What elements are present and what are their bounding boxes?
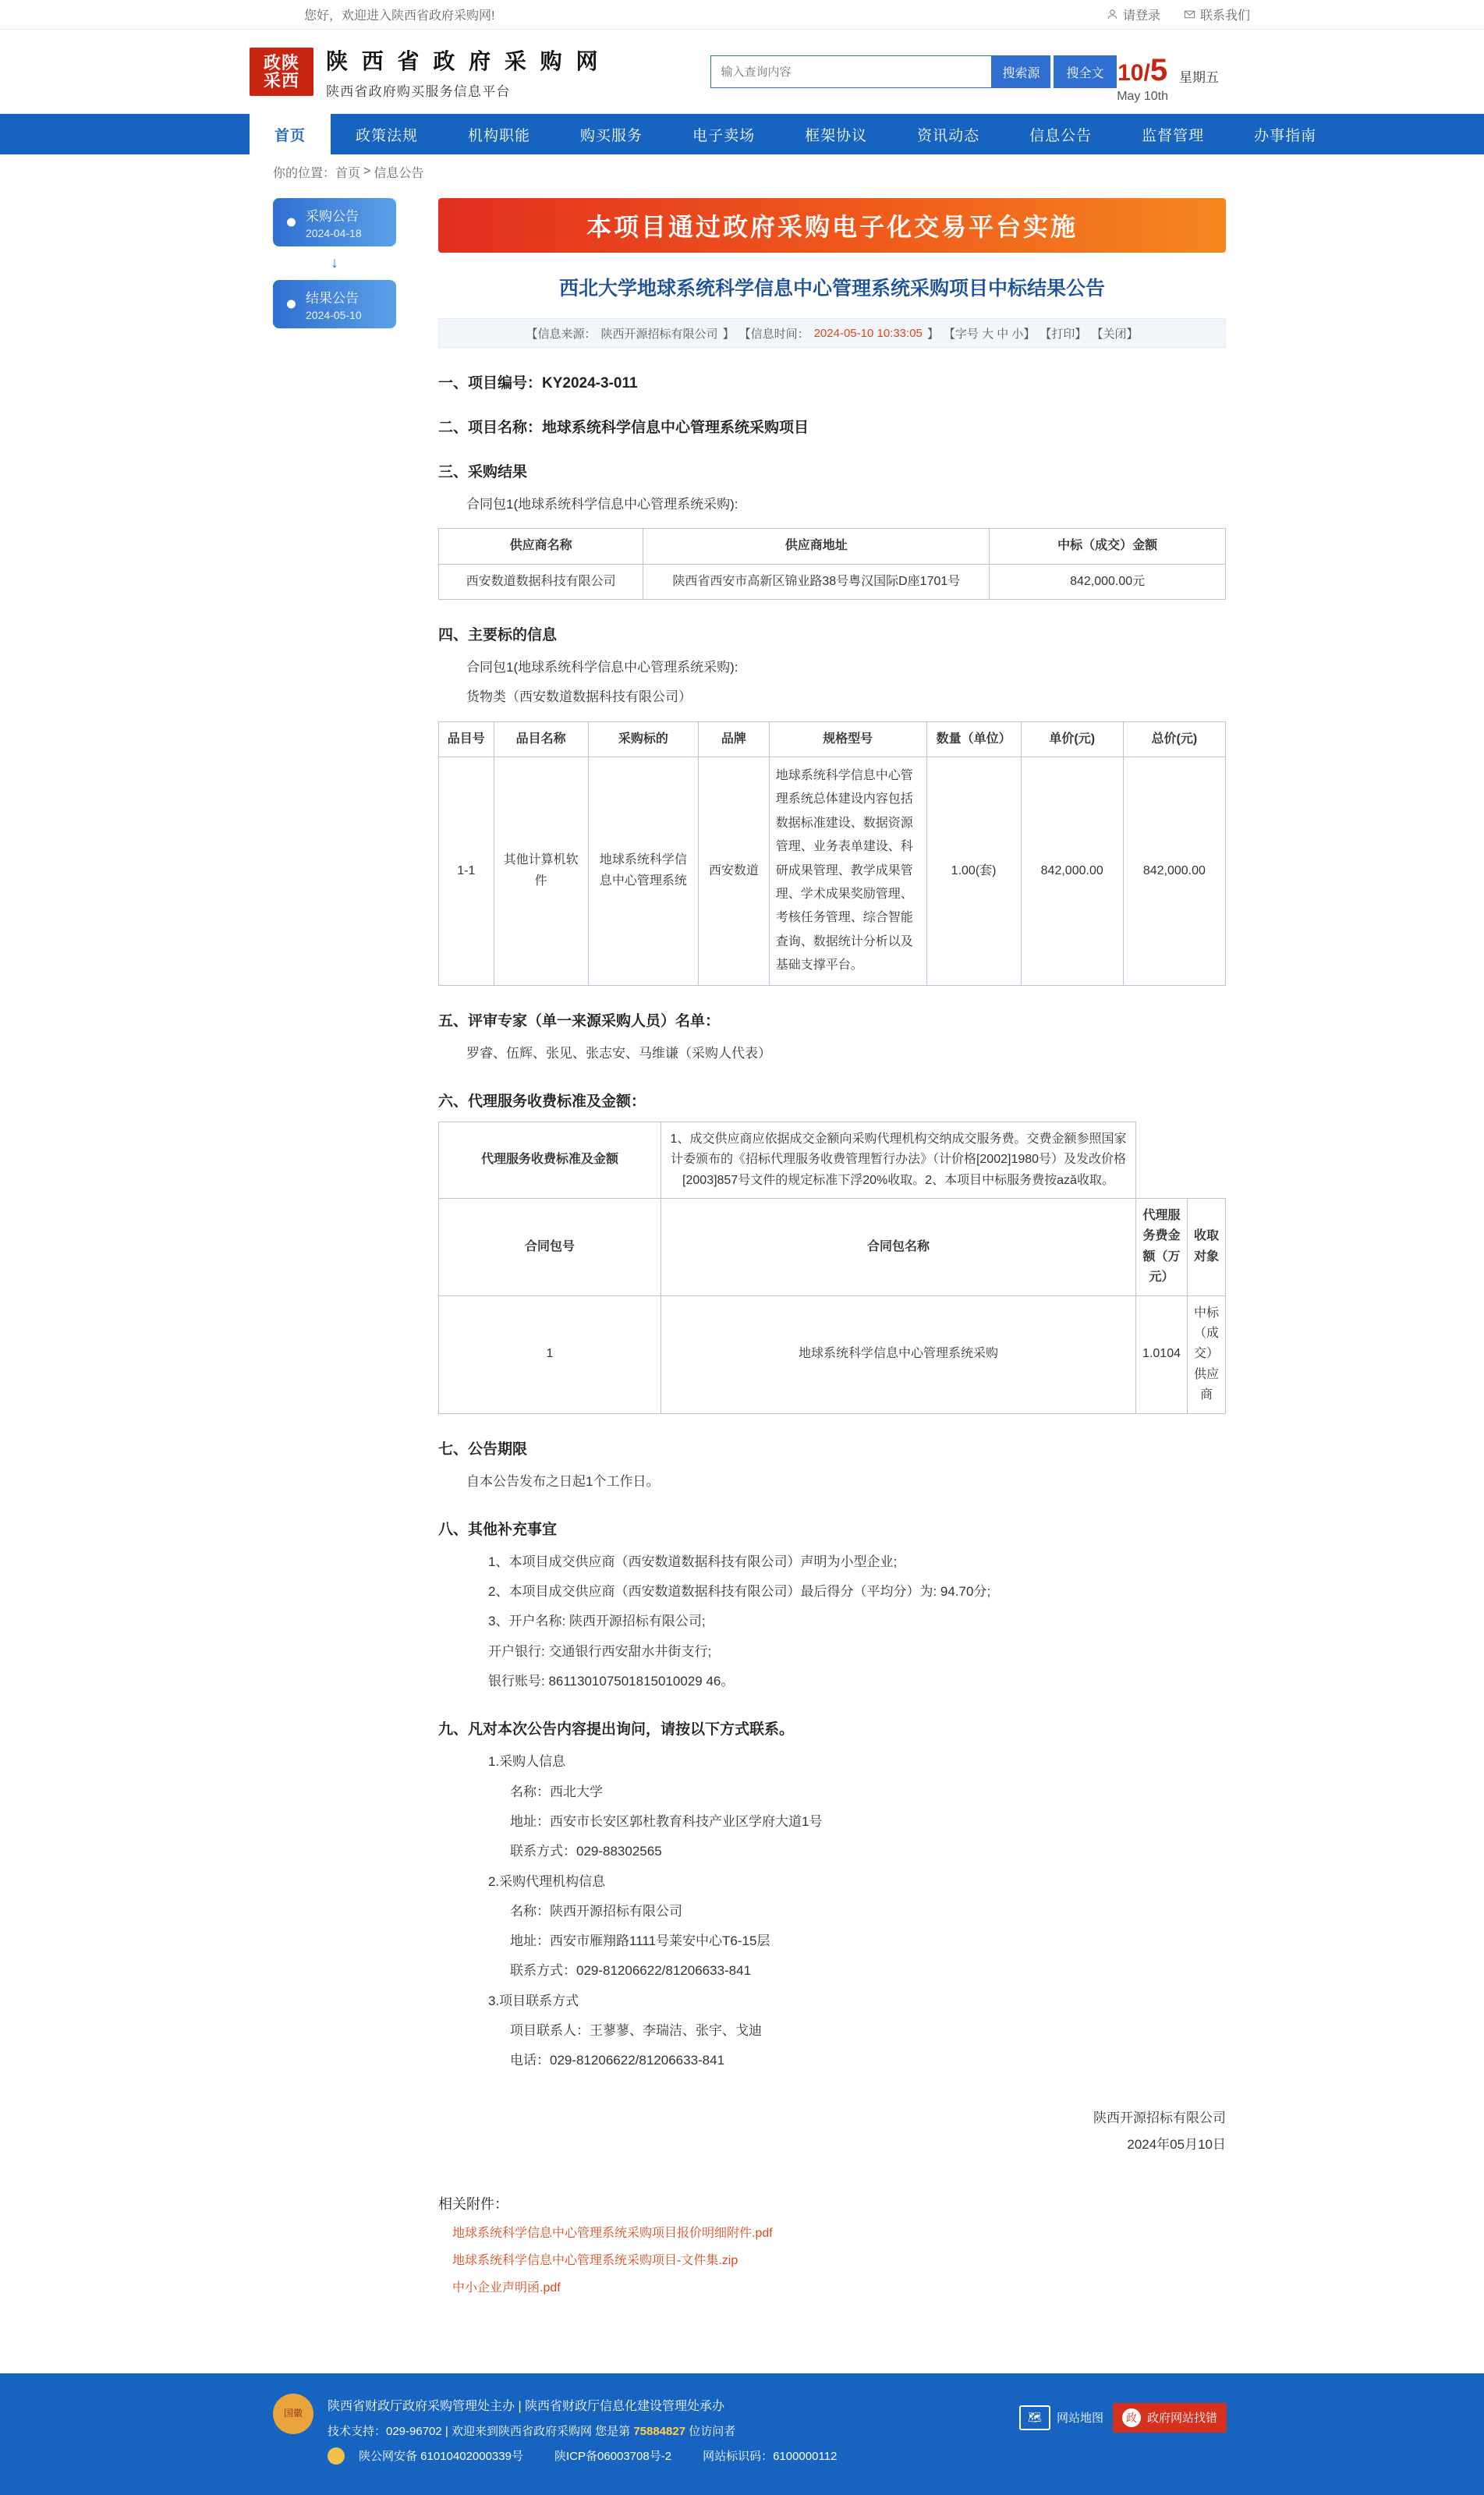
site-name: 陕 西 省 政 府 采 购 网: [326, 48, 602, 73]
date-widget: [1117, 53, 1219, 104]
article-banner: 本项目通过政府采购电子化交易平台实施: [438, 198, 1226, 253]
login-label: 请登录: [1122, 9, 1160, 23]
th-brand: 品牌: [698, 721, 769, 757]
sidebar-inner: [273, 198, 396, 328]
meta-close-link[interactable]: 【关闭】: [1091, 327, 1139, 341]
nav-item-supervision[interactable]: 监督管理: [1142, 127, 1205, 144]
table-row: [439, 1295, 1226, 1413]
th-spec-model: 规格型号: [769, 721, 926, 757]
td-spec-model: 地球系统科学信息中心管理系统总体建设内容包括数据标准建设、数据资源管理、业务表单建设、科研成果管理、教学成果管理、学术成果奖励管理、考核任务管理、综合智能查询、数据统计分析以及基础支撑平台。: [769, 757, 926, 986]
th-package-name: 合同包名称: [661, 1199, 1135, 1296]
attachments-title: 相关附件：: [438, 2196, 508, 2212]
breadcrumb-home[interactable]: 首页: [335, 166, 361, 180]
th-award-amount: 中标（成交）金额: [990, 529, 1226, 564]
supplement-item-1: 1、本项目成交供应商（西安数道数据科技有限公司）声明为小型企业;: [488, 1554, 898, 1569]
site-name-block: [326, 44, 601, 100]
bullet-icon: [287, 300, 296, 309]
sitemap-label: 网站地图: [1056, 2412, 1103, 2426]
main-nav: [0, 114, 1484, 154]
th-supplier-address: 供应商地址: [643, 529, 990, 564]
nav-item-news[interactable]: 资讯动态: [917, 127, 980, 144]
agency-fee-title: 代理服务收费标准及金额: [439, 1122, 661, 1198]
contact-group-2-line-3: 联系方式：029-81206622/81206633-841: [510, 1963, 752, 1979]
td-payer: 中标（成交）供应商: [1187, 1295, 1225, 1413]
breadcrumb: [0, 154, 1484, 189]
search-bar: [710, 55, 1116, 88]
meta-font-size[interactable]: 【字号 大 中 小】: [943, 327, 1036, 341]
sidebar-item-date: 2024-05-10: [306, 309, 362, 321]
th-item-name: 品目名称: [494, 721, 588, 757]
supplement-item-3: 3、开户名称: 陕西开源招标有限公司;: [488, 1614, 706, 1629]
weekday-label: 星期五: [1179, 70, 1219, 86]
agency-fee-table: [438, 1122, 1226, 1414]
breadcrumb-prefix: 你的位置：: [273, 166, 336, 180]
signature-company: 陕西开源招标有限公司: [1093, 2110, 1226, 2125]
logo-line-2: 采西: [263, 71, 299, 90]
footer-line-2-suffix: 位访问者: [685, 2425, 736, 2439]
signature-date: 2024年05月10日: [1127, 2136, 1226, 2152]
site-header: [0, 30, 1484, 114]
section-6-heading: 六、代理服务收费标准及金额：: [438, 1093, 646, 1110]
icp-label[interactable]: 陕ICP备06003708号-2: [554, 2449, 672, 2463]
signature-block: [438, 2105, 1226, 2158]
notice-period-text: 自本公告发布之日起1个工作日。: [466, 1473, 660, 1489]
meta-print-link[interactable]: 【打印】: [1040, 327, 1087, 341]
police-record-icon: [328, 2447, 345, 2465]
logo-line-1: 政陕: [263, 52, 299, 73]
th-total-price: 总价(元): [1123, 721, 1225, 757]
meta-time-close: 】: [926, 327, 939, 341]
td-agency-fee: 1.0104: [1136, 1295, 1188, 1413]
td-supplier-address: 陕西省西安市高新区锦业路38号粤汉国际D座1701号: [643, 564, 990, 599]
meta-source-close: 】: [722, 327, 735, 341]
sidebar-item-date: 2024-04-18: [306, 227, 362, 239]
nav-item-functions[interactable]: 机构职能: [468, 127, 531, 144]
police-record-label[interactable]: 陕公网安备 61010402000339号: [359, 2449, 523, 2463]
contact-group-2-line-2: 地址：西安市雁翔路1111号莱安中心T6-15层: [510, 1933, 770, 1949]
td-supplier-name: 西安数道数据科技有限公司: [439, 564, 643, 599]
footer-text-block: [328, 2394, 837, 2469]
meta-source-value: 陕西开源招标有限公司: [600, 327, 718, 341]
top-bar: [0, 0, 1484, 30]
meta-source-label: 【信息来源：: [526, 327, 597, 341]
sidebar-item-purchase-notice[interactable]: [273, 198, 396, 246]
contact-group-3-line-2: 电话：029-81206622/81206633-841: [510, 2053, 725, 2068]
th-agency-fee: 代理服务费金额（万元）: [1136, 1199, 1188, 1296]
td-total-price: 842,000.00: [1123, 757, 1225, 986]
supplement-item-5: 银行账号: 861130107501815010029 46。: [488, 1674, 735, 1689]
date-numeric: [1117, 53, 1168, 104]
date-slash: /: [1143, 60, 1150, 86]
sidebar-arrow-icon: ↓: [331, 254, 338, 271]
date-day: 10: [1117, 60, 1144, 86]
th-supplier-name: 供应商名称: [439, 529, 643, 564]
attachment-link-1[interactable]: 地球系统科学信息中心管理系统采购项目报价明细附件.pdf: [452, 2226, 773, 2240]
agency-fee-description: 1、成交供应商应依据成交金额向采购代理机构交纳成交服务费。交费金额参照国家计委颁布的《招标代理服务收费管理暂行办法》（计价格[2002]1980号）及发改价格[2003]857号文件的规定标准下浮20%收取。2、本项目中标服务费按ază收取。: [661, 1122, 1135, 1198]
nav-item-emarket[interactable]: 电子卖场: [692, 127, 756, 144]
sidebar-item-label: 结果公告: [306, 291, 359, 306]
th-quantity: 数量（单位）: [926, 721, 1021, 757]
goods-table: [438, 721, 1226, 986]
section-9-heading: 九、凡对本次公告内容提出询问，请按以下方式联系。: [438, 1721, 795, 1738]
footer-badges: [1019, 2394, 1227, 2433]
contact-group-2-title: 2.采购代理机构信息: [488, 1873, 606, 1889]
user-icon: [1107, 9, 1118, 20]
top-bar-right: [1107, 5, 1250, 23]
table-header-row: [439, 529, 1226, 564]
site-logo[interactable]: [250, 48, 313, 96]
contact-group-1-line-3: 联系方式：029-88302565: [510, 1844, 662, 1859]
content-container: [0, 189, 1484, 2342]
sidebar-item-label: 采购公告: [306, 209, 359, 224]
td-item-no: 1-1: [439, 757, 494, 986]
map-icon: 🗺: [1019, 2405, 1050, 2430]
result-table: [438, 528, 1226, 600]
section-3-lead: 合同包1(地球系统科学信息中心管理系统采购):: [466, 497, 738, 512]
th-unit-price: 单价(元): [1021, 721, 1123, 757]
breadcrumb-separator: >: [363, 165, 371, 178]
report-error-badge[interactable]: [1113, 2403, 1227, 2433]
footer-line-3: [328, 2444, 837, 2469]
contact-label: 联系我们: [1199, 9, 1250, 23]
footer-line-2-prefix: 技术支持：029-96702 | 欢迎来到陕西省政府采购网 您是第: [328, 2425, 634, 2439]
date-english: May 10th: [1117, 90, 1168, 103]
section-5-heading: 五、评审专家（单一来源采购人员）名单：: [438, 1012, 721, 1030]
th-item-no: 品目号: [439, 721, 494, 757]
th-payer: 收取对象: [1187, 1199, 1225, 1296]
footer-line-2: [328, 2419, 837, 2444]
table-row: [439, 757, 1226, 986]
td-package-name: 地球系统科学信息中心管理系统采购: [661, 1295, 1135, 1413]
th-package-no: 合同包号: [439, 1199, 661, 1296]
section-3-heading: 三、采购结果: [438, 464, 528, 480]
nav-item-home[interactable]: 首页: [250, 114, 331, 154]
td-package-no: 1: [439, 1295, 661, 1413]
visitor-count: 75884827: [633, 2425, 686, 2439]
footer-line-1: 陕西省财政厅政府采购管理处主办 | 陕西省财政厅信息化建设管理处承办: [328, 2399, 725, 2413]
contact-group-1-line-1: 名称：西北大学: [510, 1784, 603, 1799]
section-1-heading: 一、项目编号：KY2024-3-011: [438, 375, 638, 392]
contact-group-1-line-2: 地址：西安市长安区郭杜教育科技产业区学府大道1号: [510, 1813, 823, 1829]
section-8-heading: 八、其他补充事宜: [438, 1521, 558, 1538]
contact-link[interactable]: [1184, 5, 1250, 23]
site-subtitle: 陕西省政府购买服务信息平台: [326, 83, 511, 99]
table-header-row: [439, 721, 1226, 757]
nav-item-services[interactable]: 购买服务: [580, 127, 643, 144]
th-procurement-target: 采购标的: [588, 721, 698, 757]
date-month: 5: [1149, 53, 1168, 87]
td-quantity: 1.00(套): [926, 757, 1021, 986]
meta-time-value: 2024-05-10 10:33:05: [813, 326, 923, 340]
td-procurement-target: 地球系统科学信息中心管理系统: [588, 757, 698, 986]
td-unit-price: 842,000.00: [1021, 757, 1123, 986]
attachment-link-2[interactable]: 地球系统科学信息中心管理系统采购项目-文件集.zip: [452, 2253, 738, 2267]
search-input[interactable]: [710, 55, 991, 88]
contact-group-1-title: 1.采购人信息: [488, 1754, 566, 1770]
mail-icon: [1184, 9, 1195, 20]
section-4-lead-2: 货物类（西安数道数据科技有限公司）: [466, 689, 692, 705]
article-meta: [438, 318, 1226, 348]
td-item-name: 其他计算机软件: [494, 757, 588, 986]
site-code-label: 网站标识码：6100000112: [703, 2449, 838, 2463]
login-link[interactable]: [1107, 5, 1160, 23]
nav-item-policy[interactable]: 政策法规: [356, 127, 419, 144]
contact-group-2-line-1: 名称：陕西开源招标有限公司: [510, 1903, 682, 1919]
search-button[interactable]: 搜索源: [991, 55, 1050, 88]
section-4-heading: 四、主要标的信息: [438, 627, 558, 644]
breadcrumb-current: 信息公告: [374, 166, 424, 180]
meta-time-label: 【信息时间：: [738, 327, 809, 341]
bullet-icon: [287, 218, 296, 227]
footer-inner: [0, 2394, 1484, 2469]
report-error-label: 政府网站找错: [1146, 2412, 1217, 2426]
search-fulltext-button[interactable]: 搜全文: [1054, 55, 1116, 88]
attachment-link-3[interactable]: 中小企业声明函.pdf: [452, 2281, 561, 2295]
nav-item-framework[interactable]: 框架协议: [805, 127, 868, 144]
sidebar-item-result-notice[interactable]: [273, 280, 396, 328]
sitemap-link[interactable]: [1019, 2405, 1103, 2430]
supplement-item-4: 开户银行: 交通银行西安甜水井街支行;: [488, 1643, 712, 1659]
section-2-heading: 二、项目名称：地球系统科学信息中心管理系统采购项目: [438, 420, 809, 436]
table-row: [439, 564, 1226, 599]
attachments-list: [438, 2223, 1226, 2295]
expert-list: 罗睿、伍辉、张见、张志安、马维谦（采购人代表）: [466, 1045, 771, 1061]
nav-item-announcements[interactable]: 信息公告: [1029, 127, 1093, 144]
nav-item-guide[interactable]: 办事指南: [1254, 127, 1317, 144]
contact-group-3-title: 3.项目联系方式: [488, 1993, 579, 2008]
table-row: [439, 1122, 1226, 1198]
national-emblem-icon: 国徽: [273, 2394, 313, 2434]
table-header-row: [439, 1199, 1226, 1296]
sidebar: [273, 189, 396, 2342]
td-brand: 西安数道: [698, 757, 769, 986]
td-award-amount: 842,000.00元: [990, 564, 1226, 599]
section-7-heading: 七、公告期限: [438, 1441, 528, 1458]
article: [407, 189, 1257, 2342]
section-4-lead-1: 合同包1(地球系统科学信息中心管理系统采购):: [466, 660, 738, 675]
page-title: 西北大学地球系统科学信息中心管理系统采购项目中标结果公告: [558, 278, 1105, 299]
contact-group-3-line-1: 项目联系人：王蓼蓼、李瑞洁、张宇、戈迪: [510, 2023, 762, 2039]
site-footer: [0, 2373, 1484, 2495]
gov-site-icon: 政: [1122, 2408, 1141, 2427]
supplement-item-2: 2、本项目成交供应商（西安数道数据科技有限公司）最后得分（平均分）为: 94.70分;: [488, 1584, 991, 1600]
welcome-text: 您好，欢迎进入陕西省政府采购网!: [304, 9, 495, 23]
